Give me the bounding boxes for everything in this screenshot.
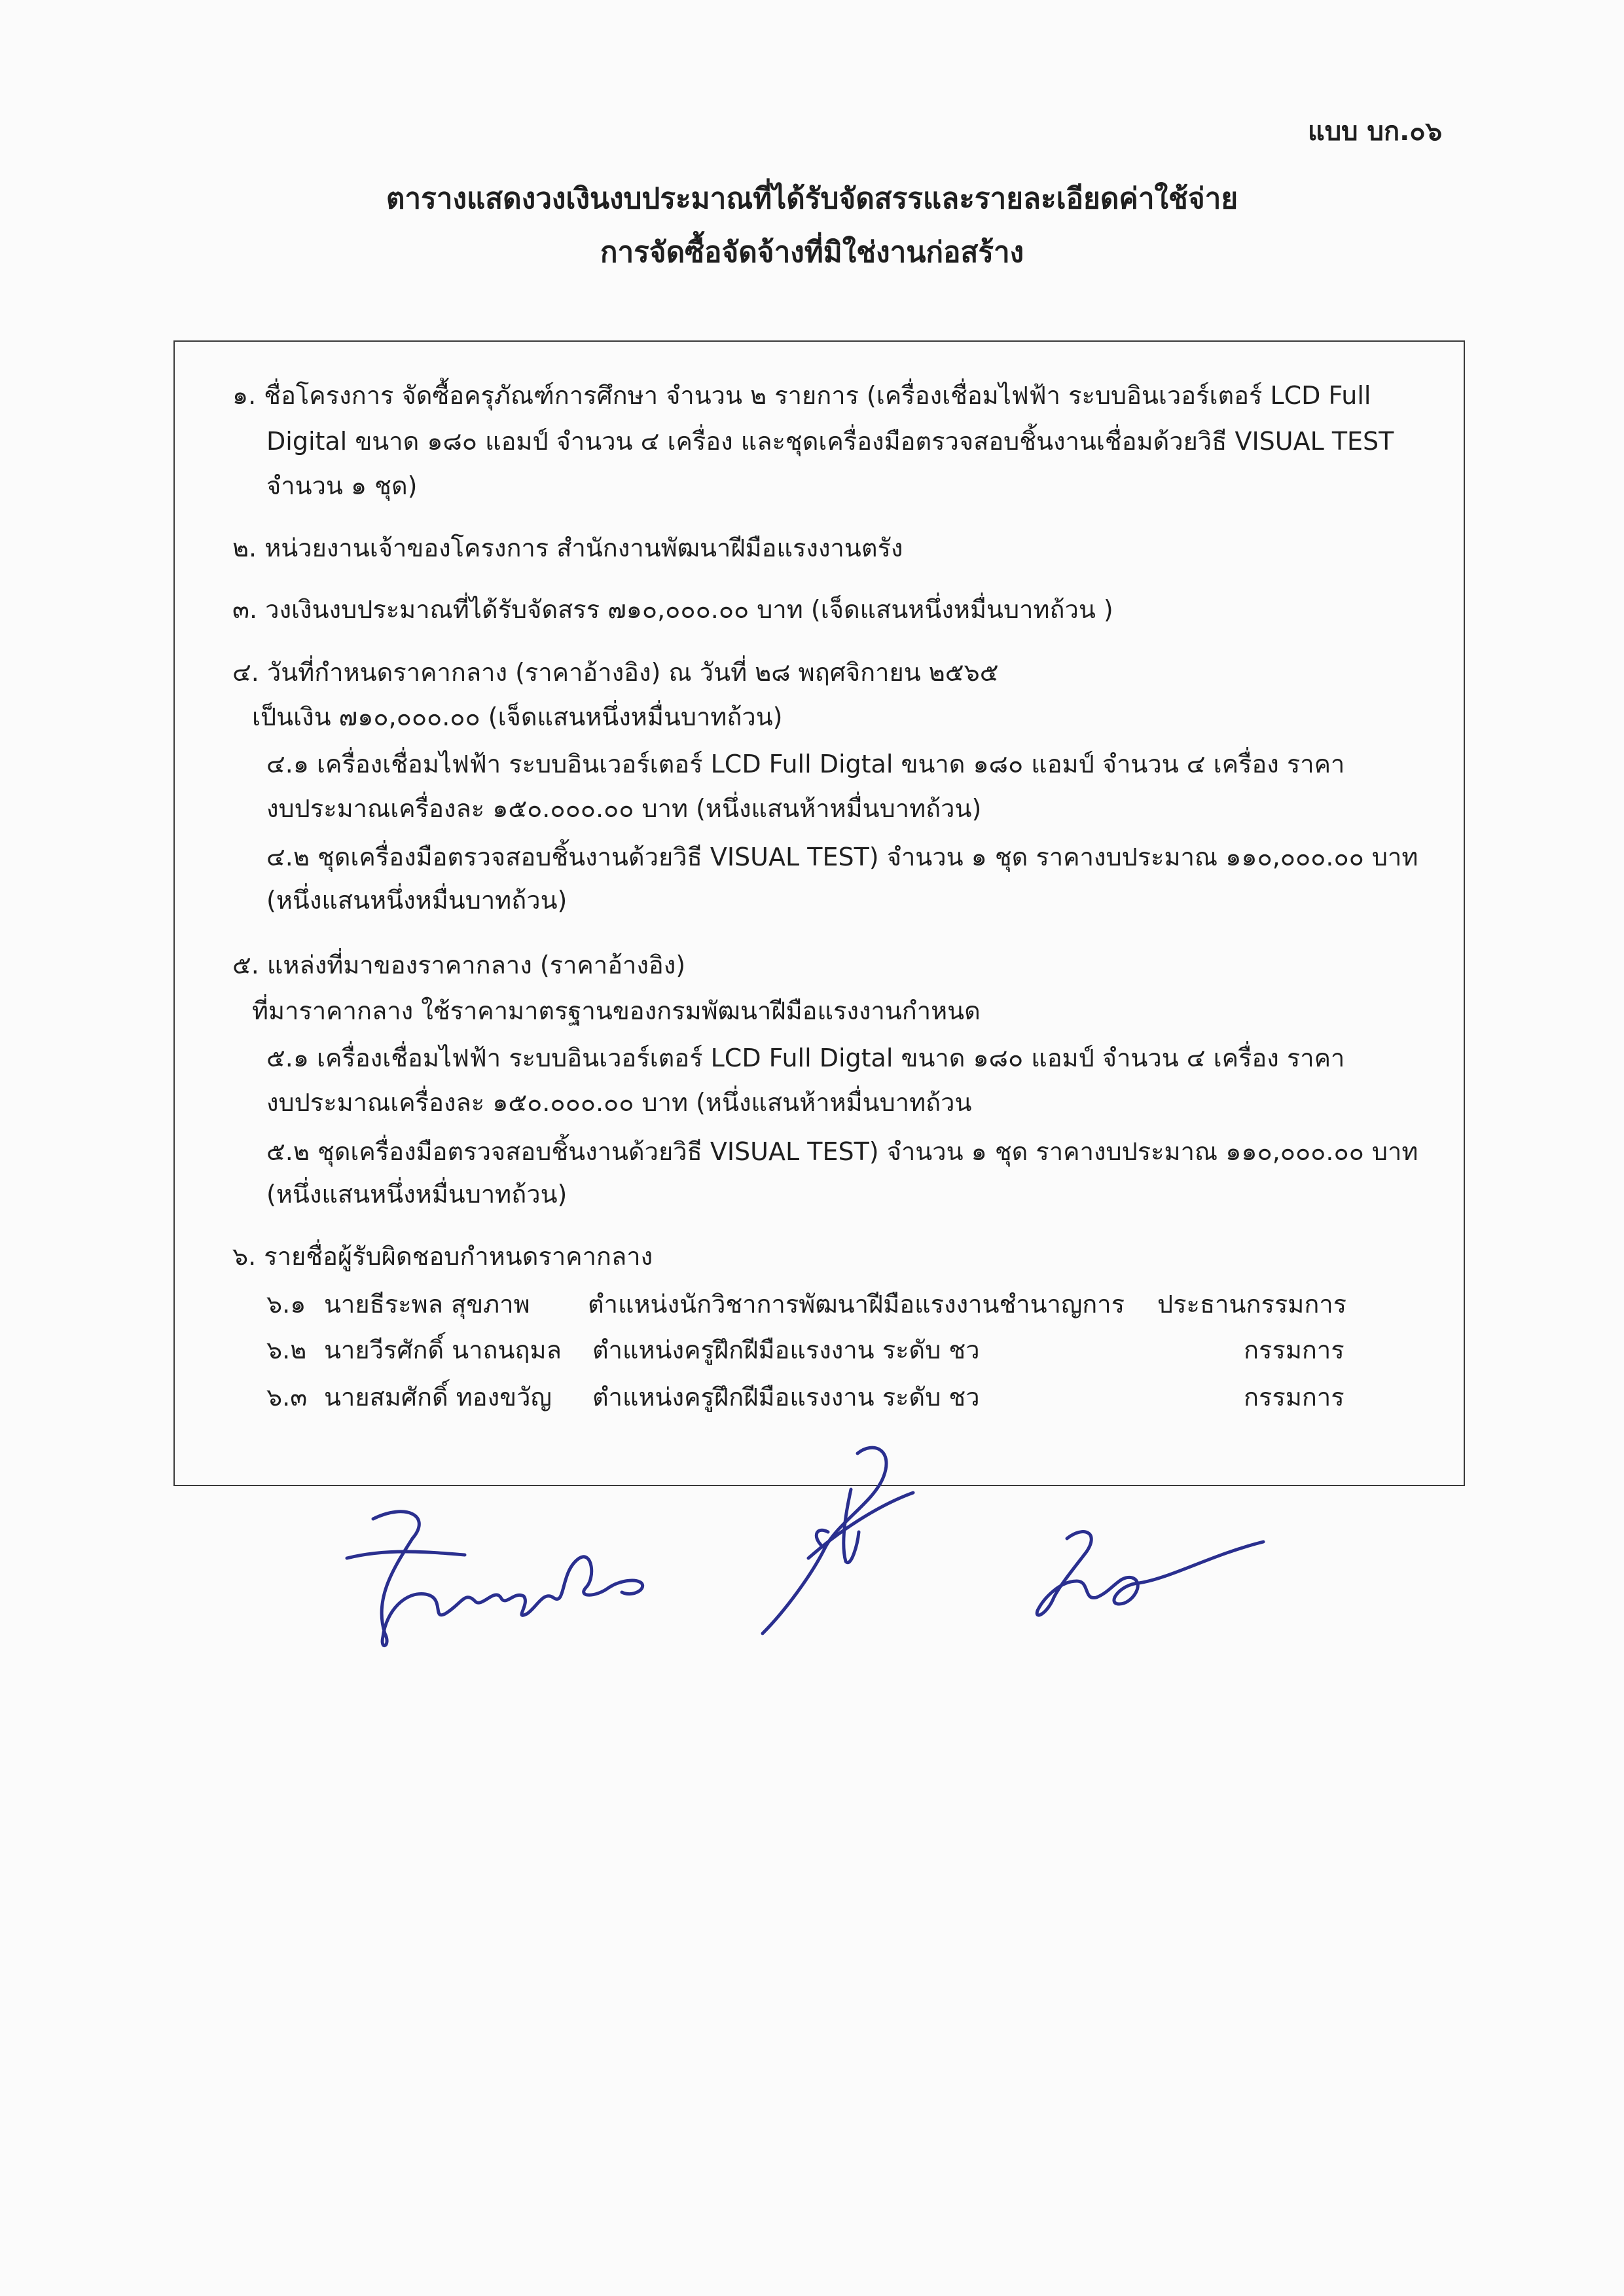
member-number: ๖.๓ — [266, 1383, 308, 1412]
member-position: ตำแหน่งนักวิชาการพัฒนาฝีมือแรงงานชำนาญการ — [588, 1290, 1125, 1319]
section4-item2-line2: (หนึ่งแสนหนึ่งหมื่นบาทถ้วน) — [266, 886, 568, 915]
member-name: นายธีระพล สุขภาพ — [324, 1290, 530, 1319]
section4-item1-line2: งบประมาณเครื่องละ ๑๕๐.๐๐๐.๐๐ บาท (หนึ่งแสนห้าหมื่นบาทถ้วน) — [266, 794, 982, 823]
signature-3 — [1021, 1499, 1270, 1637]
signature-2 — [746, 1427, 929, 1643]
member-number: ๖.๑ — [266, 1290, 306, 1319]
section5-item1-line2: งบประมาณเครื่องละ ๑๕๐.๐๐๐.๐๐ บาท (หนึ่งแสนห้าหมื่นบาทถ้วน — [266, 1088, 972, 1117]
section6-heading: ๖. รายชื่อผู้รับผิดชอบกำหนดราคากลาง — [232, 1242, 653, 1271]
form-code: แบบ บก.๐๖ — [1308, 117, 1443, 147]
section5-item2-line1: ๕.๒ ชุดเครื่องมือตรวจสอบชิ้นงานด้วยวิธี VISUAL TEST) จำนวน ๑ ชุด ราคางบประมาณ ๑๑๐,๐๐๐.๐๐ บาท — [266, 1137, 1418, 1166]
section5-line1: ๕. แหล่งที่มาของราคากลาง (ราคาอ้างอิง) — [232, 951, 686, 979]
member-role: กรรมการ — [1244, 1336, 1344, 1364]
section4-item1-line1: ๔.๑ เครื่องเชื่อมไฟฟ้า ระบบอินเวอร์เตอร์ LCD Full Digtal ขนาด ๑๘๐ แอมป์ จำนวน ๔ เครื่อง ราคา — [266, 750, 1345, 778]
document-title: ตารางแสดงวงเงินงบประมาณที่ได้รับจัดสรรและรายละเอียดค่าใช้จ่าย — [386, 182, 1238, 215]
section1-line3: จำนวน ๑ ชุด) — [266, 471, 418, 500]
section1-line1: ๑. ชื่อโครงการ จัดซื้อครุภัณฑ์การศึกษา จำนวน ๒ รายการ (เครื่องเชื่อมไฟฟ้า ระบบอินเวอร์เตอร์ LCD Full — [232, 381, 1371, 410]
section5-item1-line1: ๕.๑ เครื่องเชื่อมไฟฟ้า ระบบอินเวอร์เตอร์ LCD Full Digtal ขนาด ๑๘๐ แอมป์ จำนวน ๔ เครื่อง ราคา — [266, 1044, 1345, 1072]
section5-item2-line2: (หนึ่งแสนหนึ่งหมื่นบาทถ้วน) — [266, 1180, 568, 1209]
member-name: นายวีรศักดิ์ นาถนฤมล — [324, 1336, 562, 1364]
member-role: กรรมการ — [1244, 1383, 1344, 1412]
member-name: นายสมศักดิ์ ทองขวัญ — [324, 1383, 552, 1412]
member-role: ประธานกรรมการ — [1157, 1290, 1347, 1319]
member-position: ตำแหน่งครูฝึกฝีมือแรงงาน ระดับ ชว — [592, 1383, 980, 1412]
section4-item2-line1: ๔.๒ ชุดเครื่องมือตรวจสอบชิ้นงานด้วยวิธี VISUAL TEST) จำนวน ๑ ชุด ราคางบประมาณ ๑๑๐,๐๐๐.๐๐ บาท — [266, 843, 1418, 871]
section4-line2: เป็นเงิน ๗๑๐,๐๐๐.๐๐ (เจ็ดแสนหนึ่งหมื่นบาทถ้วน) — [252, 702, 783, 731]
member-position: ตำแหน่งครูฝึกฝีมือแรงงาน ระดับ ชว — [592, 1336, 980, 1364]
document-subtitle: การจัดซื้อจัดจ้างที่มิใช่งานก่อสร้าง — [600, 236, 1024, 269]
section3-budget: ๓. วงเงินงบประมาณที่ได้รับจัดสรร ๗๑๐,๐๐๐.๐๐ บาท (เจ็ดแสนหนึ่งหมื่นบาทถ้วน ) — [232, 595, 1113, 624]
section4-line1: ๔. วันที่กำหนดราคากลาง (ราคาอ้างอิง) ณ วันที่ ๒๘ พฤศจิกายน ๒๕๖๕ — [232, 658, 999, 687]
member-number: ๖.๒ — [266, 1336, 307, 1364]
section1-line2: Digital ขนาด ๑๘๐ แอมป์ จำนวน ๔ เครื่อง และชุดเครื่องมือตรวจสอบชิ้นงานเชื่อมด้วยวิธี VISUAL TEST — [266, 427, 1394, 456]
section2-owner-agency: ๒. หน่วยงานเจ้าของโครงการ สำนักงานพัฒนาฝีมือแรงงานตรัง — [232, 534, 903, 562]
signature-1 — [334, 1480, 674, 1669]
section5-line2: ที่มาราคากลาง ใช้ราคามาตรฐานของกรมพัฒนาฝีมือแรงงานกำหนด — [252, 996, 981, 1025]
